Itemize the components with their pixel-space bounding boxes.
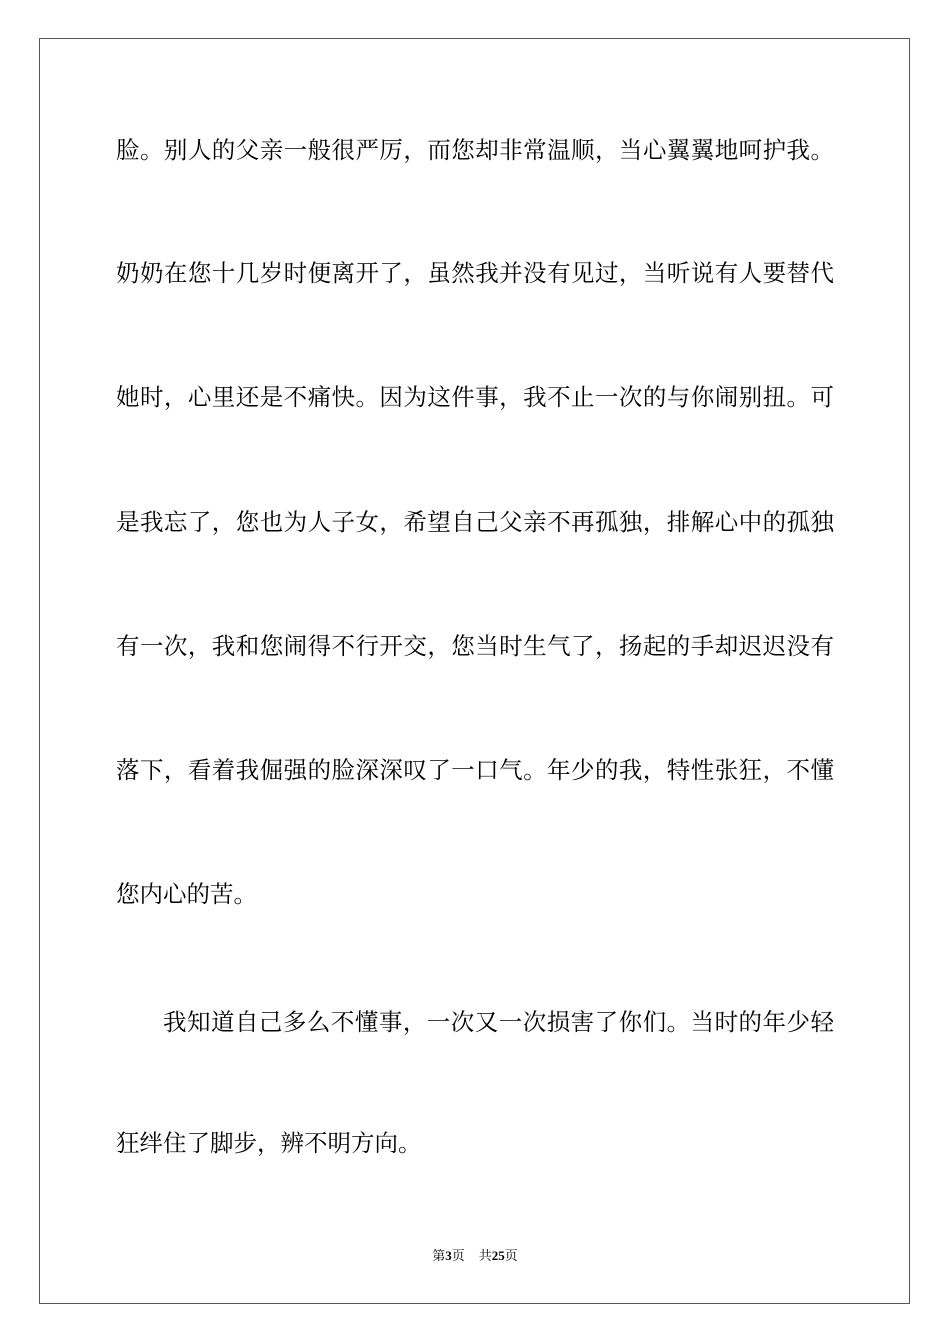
page-number: 3 (445, 1248, 452, 1263)
page-suffix: 页 (451, 1249, 465, 1264)
page-prefix: 第 (432, 1249, 446, 1264)
body-text-line: 您内心的苦。 (116, 880, 257, 908)
page-border (39, 38, 910, 1304)
page-footer (0, 1246, 950, 1267)
body-text-line: 脸。别人的父亲一般很严厉，而您却非常温顺，当心翼翼地呵护我。 (116, 136, 834, 164)
total-pages: 25 (491, 1248, 505, 1263)
body-text-line: 狂绊住了脚步，辨不明方向。 (116, 1129, 422, 1157)
body-text-line: 是我忘了，您也为人子女，希望自己父亲不再孤独，排解心中的孤独 (116, 508, 834, 536)
body-text-line: 落下，看着我倔强的脸深深叹了一口气。年少的我，特性张狂，不懂 (116, 756, 834, 784)
total-prefix: 共 (478, 1249, 492, 1264)
body-text-line: 有一次，我和您闹得不行开交，您当时生气了，扬起的手却迟迟没有 (116, 632, 834, 660)
total-suffix: 页 (504, 1249, 518, 1264)
paragraph-first-line: 我知道自己多么不懂事，一次又一次损害了你们。当时的年少轻 (163, 1008, 834, 1036)
body-text-line: 她时，心里还是不痛快。因为这件事，我不止一次的与你闹别扭。可 (116, 383, 834, 411)
body-text-line: 奶奶在您十几岁时便离开了，虽然我并没有见过，当听说有人要替代 (116, 259, 834, 287)
